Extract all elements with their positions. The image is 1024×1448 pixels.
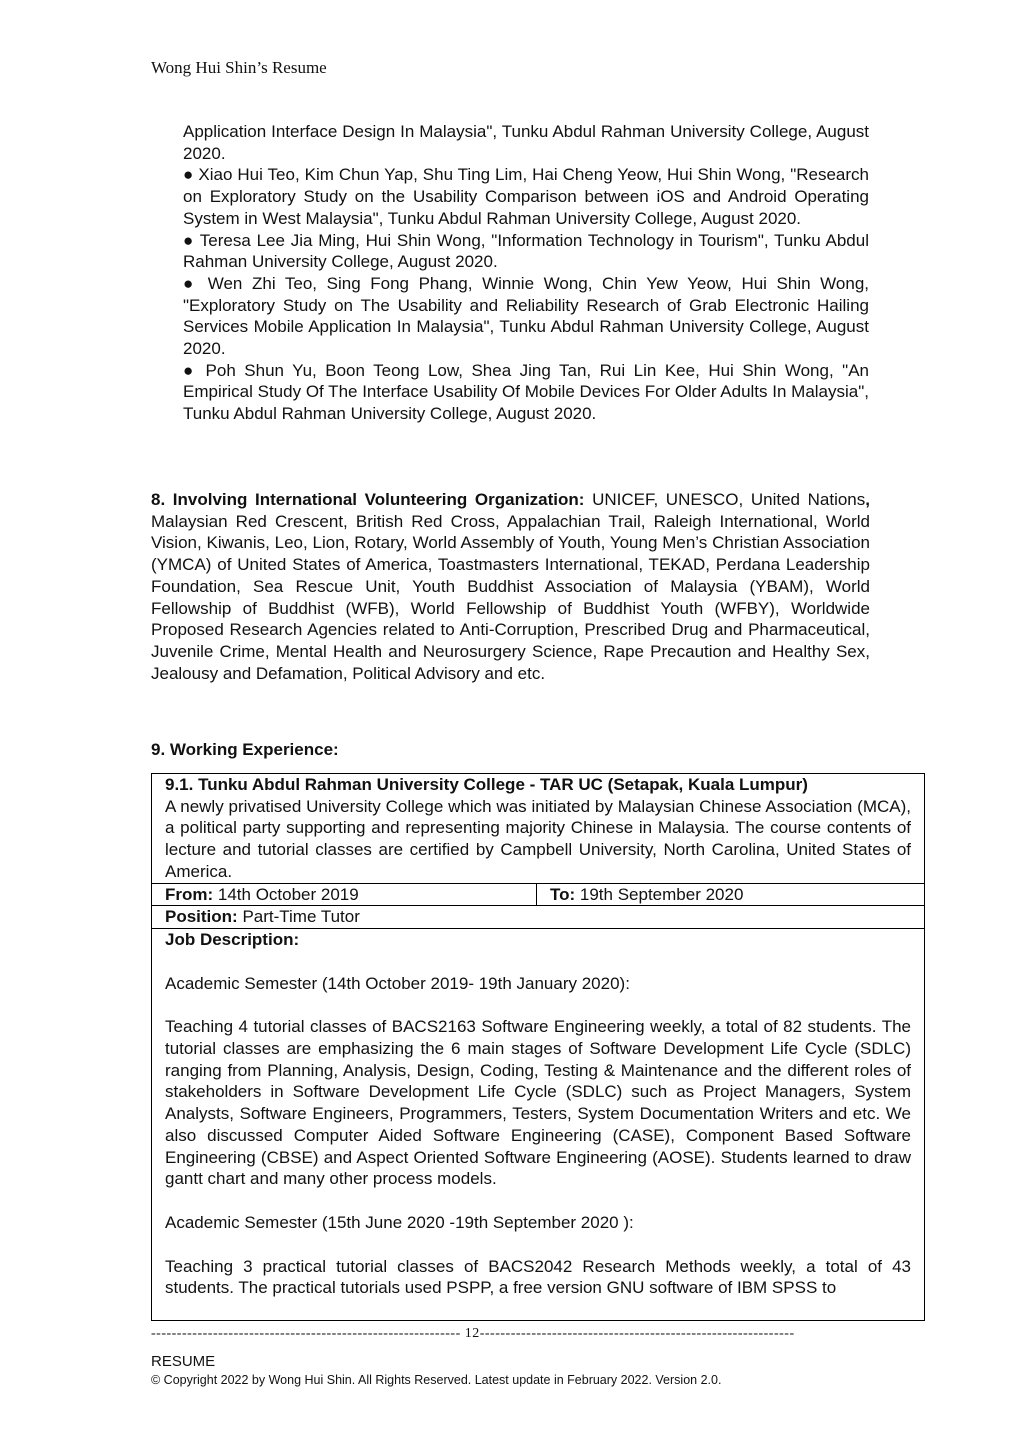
section-9-heading: 9. Working Experience: — [151, 740, 339, 759]
publication-item: ● Poh Shun Yu, Boon Teong Low, Shea Jing Tan, Rui Lin Kee, Hui Shin Wong, "An Empirical Study Of The Interface Usability Of Mobile Devices For Older Adults In Malaysia", Tunku Abdul Rahman University College, August 2020. — [183, 360, 869, 424]
job-position-row — [152, 906, 924, 929]
footer-copyright: © Copyright 2022 by Wong Hui Shin. All Rights Reserved. Latest update in February 2022. Version 2.0. — [151, 1373, 722, 1387]
publications-list — [183, 121, 869, 425]
semester-1-text: Teaching 4 tutorial classes of BACS2163 Software Engineering weekly, a total of 82 students. The tutorial classes are emphasizing the 6 main stages of Software Development Life Cycle (SDLC) ranging from Planning, Analysis, Design, Coding, Testing & Maintenance and the different roles of stakeholders in Software Development Life Cycle (SDLC) such as Project Managers, System Analysts, Software Engineers, Programmers, Testers, System Documentation Writers and etc. We also discussed Computer Aided Software Engineering (CASE), Component Based Software Engineering (CBSE) and Aspect Oriented Software Engineering (AOSE). Students learned to draw gantt chart and many other process models. — [165, 1017, 911, 1189]
from-value: 14th October 2019 — [213, 884, 359, 904]
footer-label: RESUME — [151, 1353, 216, 1370]
section-8-text-b: Malaysian Red Crescent, British Red Cross, Appalachian Trail, Raleigh International, World Vision, Kiwanis, Leo, Lion, Rotary, World Assembly of Youth, Young Men’s Christian Association (YMCA) of United States of America, Toastmasters International, TEKAD, Perdana Leadership Foundation, Sea Rescue Unit, Youth Buddhist Association of Malaysia (YBAM), World Fellowship of Buddhist (WFB), World Fellowship of Buddhist Youth (WFBY), Worldwide Proposed Research Agencies related to Anti-Corruption, Prescribed Drug and Pharmaceutical, Juvenile Crime, Mental Health and Neurosurgery Science, Rape Precaution and Healthy Sex, Jealousy and Defamation, Political Advisory and etc. — [151, 511, 870, 683]
section-8-text-a: UNICEF, UNESCO, United Nations — [584, 490, 866, 509]
job-title: 9.1. Tunku Abdul Rahman University College - TAR UC (Setapak, Kuala Lumpur) — [165, 775, 808, 794]
publication-item: Application Interface Design In Malaysia", Tunku Abdul Rahman University College, August 2020. — [183, 122, 869, 163]
publication-item: ● Teresa Lee Jia Ming, Hui Shin Wong, "Information Technology in Tourism", Tunku Abdul Rahman University College, August 2020. — [183, 230, 869, 272]
job-summary: A newly privatised University College which was initiated by Malaysian Chinese Association (MCA), a political party supporting and representing majority Chinese in Malaysia. The course contents of lecture and tutorial classes are certified by Campbell University, North Carolina, United States of America. — [165, 796, 911, 881]
section-8-comma: , — [865, 490, 870, 509]
job-description-cell — [152, 929, 924, 1299]
position-label: Position: — [165, 907, 238, 927]
job-header-row — [152, 774, 924, 884]
job-description-label: Job Description: — [165, 929, 300, 949]
section-8-volunteering — [151, 489, 870, 684]
from-cell — [152, 884, 537, 906]
from-label: From: — [165, 884, 214, 904]
job-dates-row — [152, 884, 924, 907]
semester-2-heading: Academic Semester (15th June 2020 -19th September 2020 ): — [165, 1212, 634, 1232]
to-cell — [537, 884, 756, 906]
publication-item: ● Xiao Hui Teo, Kim Chun Yap, Shu Ting Lim, Hai Cheng Yeow, Hui Shin Wong, "Research on Exploratory Study on the Usability Comparison between iOS and Android Operating System in West Malaysia", Tunku Abdul Rahman University College, August 2020. — [183, 165, 869, 228]
footer-page-number-rule: ------------------------------------------------------------ 12------------------------------------------------------------- — [151, 1326, 795, 1341]
to-label: To: — [550, 884, 576, 904]
publication-item: ● Wen Zhi Teo, Sing Fong Phang, Winnie Wong, Chin Yew Yeow, Hui Shin Wong, "Exploratory Study on The Usability and Reliability Research of Grab Electronic Hailing Services Mobile Application In Malaysia", Tunku Abdul Rahman University College, August 2020. — [183, 273, 869, 359]
job-table — [151, 773, 925, 1321]
page-header-title: Wong Hui Shin’s Resume — [151, 58, 327, 77]
to-value: 19th September 2020 — [575, 884, 744, 904]
semester-2-text: Teaching 3 practical tutorial classes of BACS2042 Research Methods weekly, a total of 43 students. The practical tutorials used PSPP, a free version GNU software of IBM SPSS to — [165, 1256, 911, 1298]
position-value: Part-Time Tutor — [237, 907, 360, 927]
semester-1-heading: Academic Semester (14th October 2019- 19th January 2020): — [165, 973, 630, 993]
section-8-heading: 8. Involving International Volunteering Organization: — [151, 490, 585, 509]
